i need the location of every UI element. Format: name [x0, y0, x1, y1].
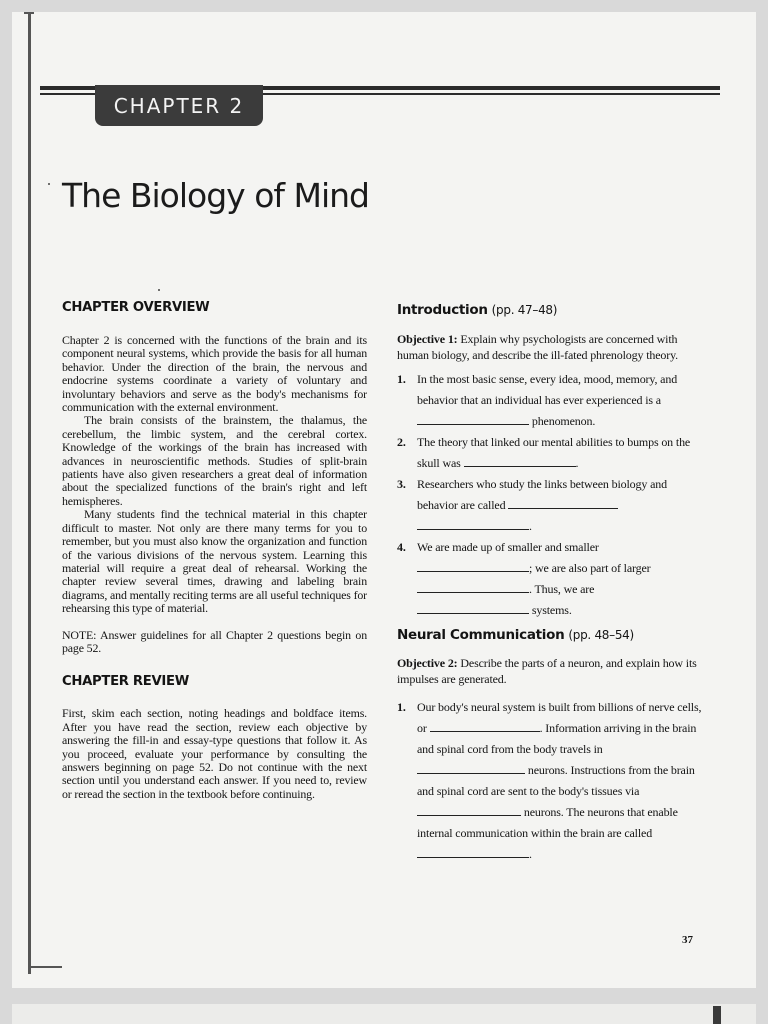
question-item [397, 697, 702, 865]
answer-blank[interactable] [417, 412, 529, 425]
page-number: 37 [682, 934, 693, 946]
objective-label: Objective 1: [397, 332, 458, 346]
answer-blank[interactable] [417, 601, 529, 614]
question-item [397, 369, 702, 432]
question-text: neurons. The neurons that enable internal communication within the brain are called [417, 805, 678, 840]
question-number: 1. [397, 700, 406, 714]
scan-speck [48, 183, 50, 185]
answer-blank[interactable] [417, 559, 529, 572]
question-text: . [529, 847, 532, 861]
overview-paragraph: The brain consists of the brainstem, the thalamus, the cerebellum, the limbic system, and the cerebral cortex. Knowledge of the workings of the brain has increased with advances in neuroscientific methods. Studies of split-brain patients have also given researchers a great deal of information about the specialized functions of the brain's right and left hemispheres. [62, 413, 367, 508]
question-item [397, 432, 702, 474]
spine-tick [24, 12, 34, 14]
question-text: phenomenon. [531, 414, 596, 428]
neural-communication-heading [397, 627, 702, 643]
page-range: (pp. 47–48) [491, 303, 558, 317]
question-text: . Information arriving in the brain and spinal cord from the body travels in [417, 721, 697, 756]
neural-questions [397, 697, 702, 865]
answer-blank[interactable] [417, 845, 529, 858]
scan-speck [158, 289, 160, 291]
answer-blank[interactable] [430, 719, 540, 732]
chapter-label: CHAPTER 2 [113, 93, 245, 118]
chapter-overview-heading: CHAPTER OVERVIEW [62, 300, 210, 315]
objective-label: Objective 2: [397, 656, 458, 670]
question-number: 3. [397, 477, 406, 491]
answer-blank[interactable] [464, 454, 576, 467]
objective-1 [397, 331, 702, 363]
question-text: . Thus, we are [529, 582, 595, 596]
question-number: 1. [397, 372, 406, 386]
question-number: 4. [397, 540, 406, 554]
left-column [62, 300, 367, 801]
answer-blank[interactable] [417, 803, 521, 816]
question-number: 2. [397, 435, 406, 449]
page-range: (pp. 48–54) [568, 628, 634, 642]
chapter-tab [95, 85, 263, 126]
answer-blank[interactable] [508, 496, 618, 509]
objective-text: Explain why psychologists are concerned with human biology, and describe the ill-fated phrenology theory. [397, 332, 679, 362]
question-item [397, 474, 702, 537]
binding-mark [713, 1006, 721, 1024]
question-text: ; we are also part of larger [529, 561, 651, 575]
section-title: Neural Communication [397, 627, 565, 643]
introduction-heading [397, 302, 702, 318]
intro-questions [397, 369, 702, 621]
objective-text: Describe the parts of a neuron, and explain how its impulses are generated. [397, 656, 697, 686]
question-text: neurons. Instructions from the brain and spinal cord are sent to the body's tissues via [417, 763, 695, 798]
next-page-edge [12, 1004, 756, 1024]
question-text: . [529, 519, 532, 533]
question-text: In the most basic sense, every idea, mood, memory, and behavior that an individual has ever experienced is a [417, 372, 678, 407]
page-spine-line [28, 12, 31, 974]
overview-paragraph: Chapter 2 is concerned with the functions of the brain and its component neural systems, which provide the basis for all human behavior. Under the direction of the brain, the nervous and endocrine systems coordinate a variety of voluntary and involuntary behaviors and serve as the body's mechanisms for communication with the external environment. [62, 333, 367, 415]
answer-blank[interactable] [417, 517, 529, 530]
answer-blank[interactable] [417, 761, 525, 774]
section-title: Introduction [397, 302, 488, 318]
page-title: The Biology of Mind [62, 176, 369, 215]
question-text: We are made up of smaller and smaller [417, 540, 599, 554]
chapter-review-heading: CHAPTER REVIEW [62, 674, 189, 690]
question-text: . [575, 456, 579, 470]
answer-blank[interactable] [417, 580, 529, 593]
objective-2 [397, 655, 702, 687]
question-text: systems. [531, 603, 572, 617]
answer-note: NOTE: Answer guidelines for all Chapter 2 questions begin on page 52. [62, 627, 367, 655]
spine-foot [28, 966, 62, 968]
overview-paragraph: Many students find the technical material in this chapter difficult to master. Not only are there many terms for you to remember, but you must also know the organization and function of the various divisions of the nervous system. Learning this material will require a great deal of rehearsal. Working the chapter review several times, drawing and labeling brain diagrams, and mentally reciting terms are all useful techniques for rehearsing this type of material. [62, 507, 367, 616]
right-column [397, 302, 702, 865]
question-text: Our body's neural system is built from billions of nerve cells, or [417, 700, 702, 735]
review-paragraph: First, skim each section, noting headings and boldface items. After you have read the section, review each objective by answering the fill-in and essay-type questions that follow it. As you proceed, evaluate your performance by consulting the answers beginning on page 52. Do not continue with the next section until you understand each answer. If you need to, review or reread the section in the textbook before continuing. [62, 706, 367, 801]
question-item [397, 537, 702, 621]
question-text: The theory that linked our mental abilities to bumps on the skull was [417, 435, 691, 470]
question-text: Researchers who study the links between biology and behavior are called [417, 477, 667, 512]
